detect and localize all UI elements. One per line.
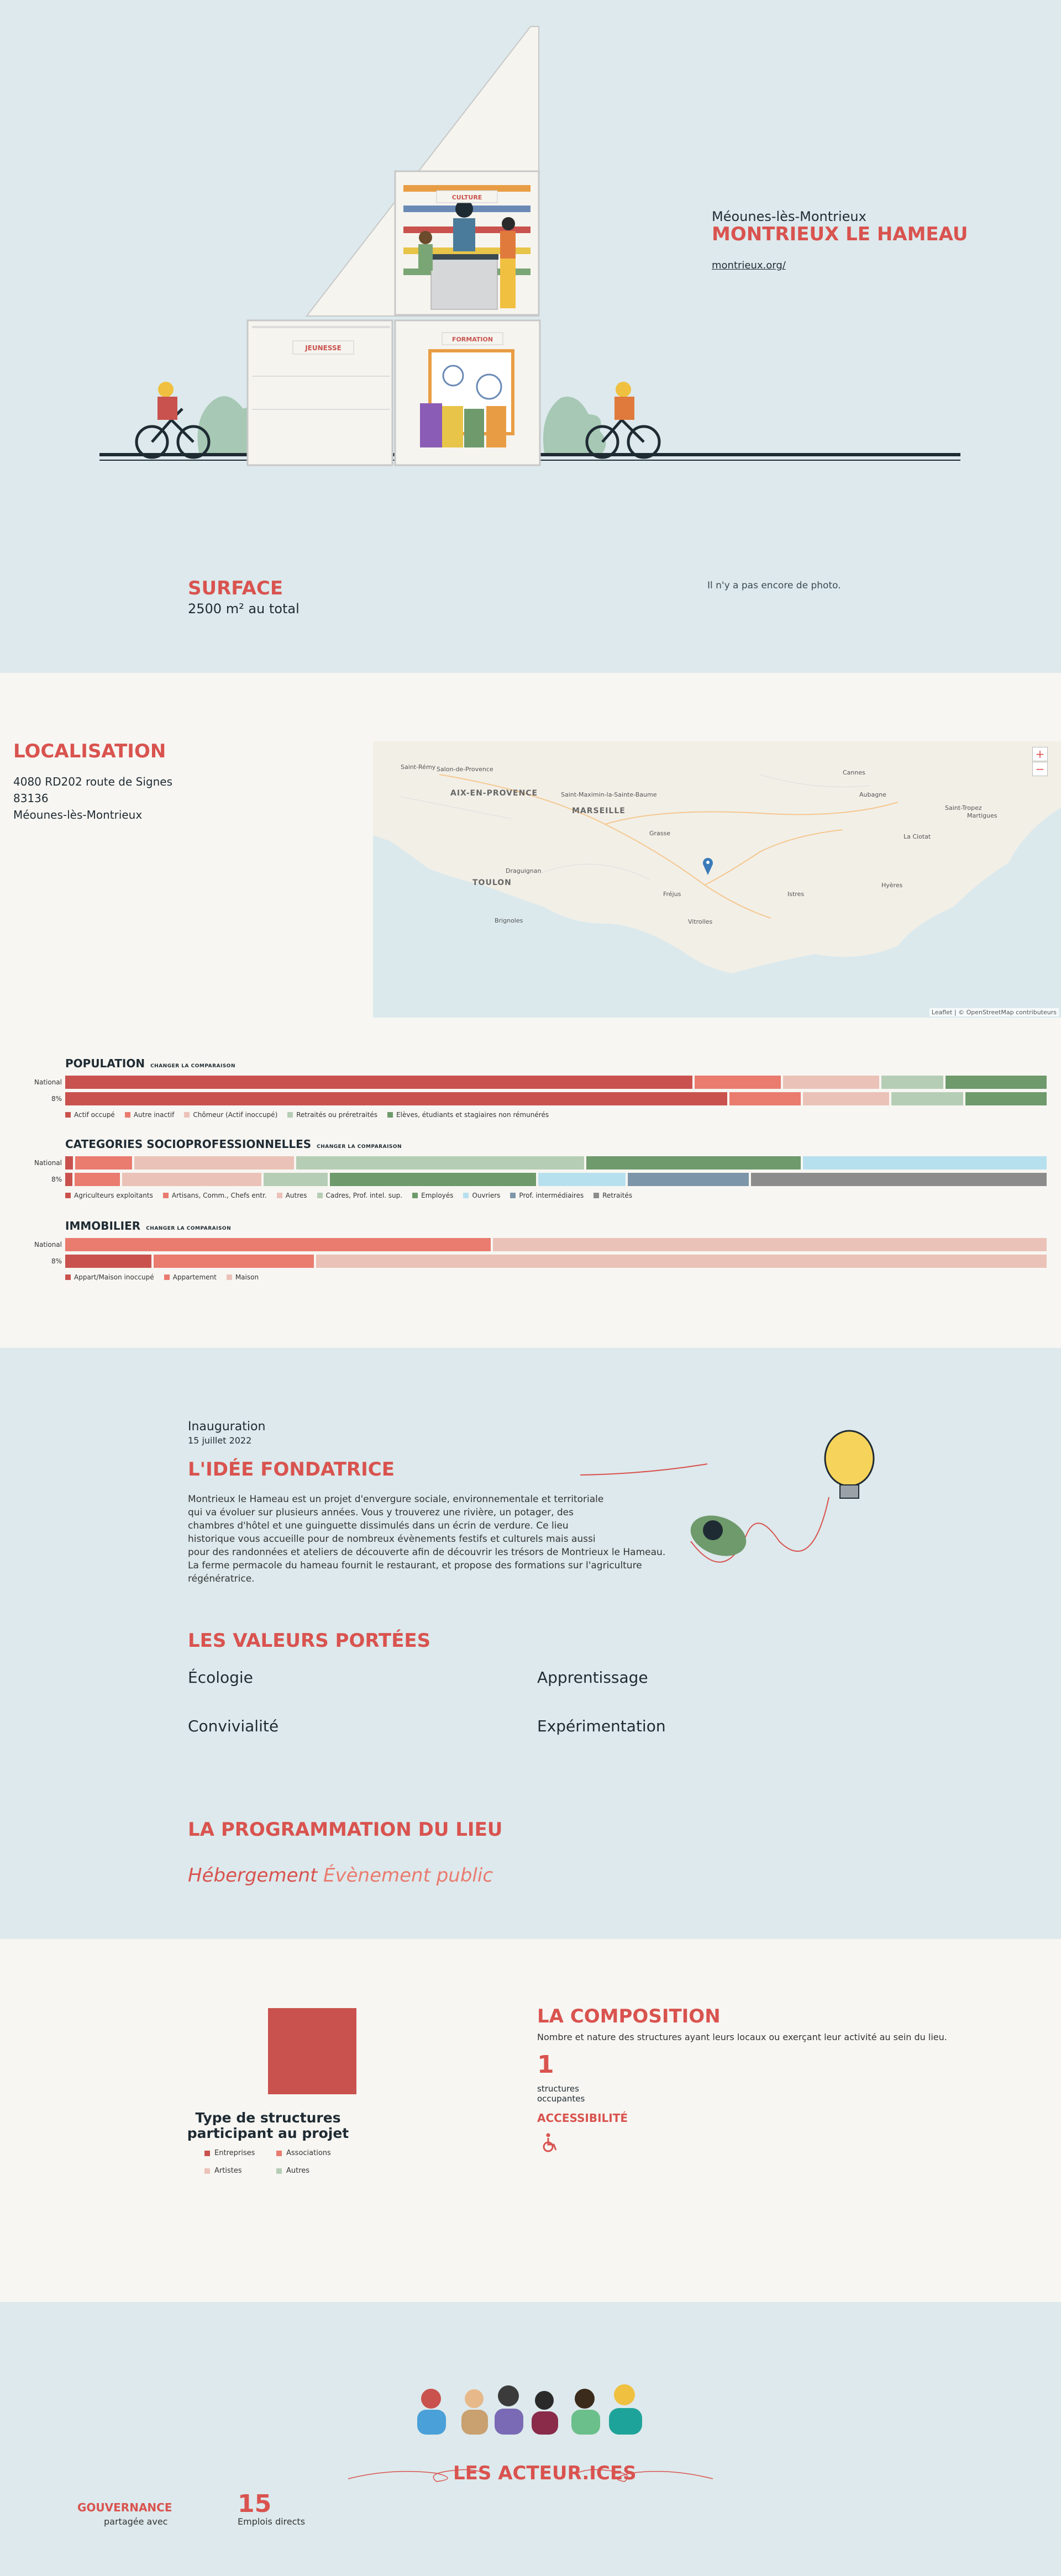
bar-segment (65, 1255, 151, 1268)
legend-item (65, 1111, 115, 1119)
bar-segment (122, 1173, 262, 1186)
map-place-label: AIX-EN-PROVENCE (450, 789, 538, 798)
map-place-label: Saint-Maximin-la-Sainte-Baume (561, 791, 657, 798)
emplois-label: Emplois directs (238, 2516, 306, 2527)
hameau-illustration (0, 0, 1061, 497)
bar-segment (729, 1092, 801, 1105)
address-block (13, 773, 172, 823)
legend-label: Retraités ou préretraités (296, 1111, 378, 1119)
legend-item (287, 1111, 377, 1119)
valeur-ecologie: Écologie (188, 1668, 253, 1687)
stat-title-text: CATEGORIES SOCIOPROFESSIONNELLES (65, 1137, 312, 1151)
map-place-label: Saint-Tropez (945, 804, 982, 812)
map-place-label: Salon-de-Provence (437, 766, 493, 773)
legend-autres: Autres (276, 2167, 309, 2175)
change-comparison-link[interactable]: CHANGER LA COMPARAISON (146, 1226, 232, 1231)
legend-label: Employés (421, 1192, 454, 1199)
map-place-label: Martigues (967, 812, 997, 819)
bar-segment (891, 1092, 963, 1105)
bar-segment (65, 1092, 727, 1105)
idee-title: L'IDÉE FONDATRICE (188, 1458, 395, 1481)
bar-segment (628, 1173, 749, 1186)
legend-label: Chômeur (Actif inoccupé) (193, 1111, 278, 1119)
bar-segment (65, 1238, 491, 1251)
stat-legend (65, 1273, 259, 1281)
bar-segment (586, 1156, 801, 1170)
map-place-label: Hyères (881, 882, 903, 889)
map-place-label: Grasse (649, 830, 671, 837)
legend-label: Artisans, Comm., Chefs entr. (171, 1192, 267, 1199)
bar-segment (134, 1156, 295, 1170)
legend-label: Appart/Maison inoccupé (74, 1273, 154, 1281)
panel-jeunesse: JEUNESSE (305, 344, 342, 352)
address-line: 83136 (13, 792, 49, 805)
structures-count: 1 (537, 2051, 554, 2079)
legend-item (65, 1192, 153, 1199)
legend-label: Prof. intermédiaires (519, 1192, 584, 1199)
stat-title (65, 1219, 231, 1232)
website-link[interactable]: montrieux.org/ (712, 260, 786, 271)
address-line: Méounes-lès-Montrieux (13, 808, 143, 821)
composition-title: LA COMPOSITION (537, 2005, 721, 2027)
legend-item (463, 1192, 500, 1199)
idee-section (0, 1348, 1061, 1939)
no-photo-message: Il n'y a pas encore de photo. (707, 580, 841, 591)
bar-segment (65, 1173, 72, 1186)
legend-item (510, 1192, 584, 1199)
valeur-experimentation: Expérimentation (537, 1717, 666, 1735)
bar-segment (803, 1156, 1047, 1170)
structures-label: occupantes (537, 2094, 585, 2104)
localisation-section (0, 673, 1061, 1348)
legend-label: Elèves, étudiants et stagiaires non rémunérés (396, 1111, 549, 1119)
legend-item (277, 1192, 307, 1199)
idee-paragraph: Montrieux le Hameau est un projet d'envergure sociale, environnementale et territoriale qui va évoluer sur plusieurs années. Vous y trouverez une rivière, un potager, des chambres d'hôtel et une guinguette dissimulés dans un écrin de verdure. Ce lieu historique vous accueille pour de nombreux évènements festifs et culturels mais aussi pour des randonnées et ateliers de découverte afin de découvrir les trésors de Montrieux le Hameau. La ferme permacole du hameau fournit le restaurant, et propose des formations sur l'agriculture régénératrice. (188, 1494, 666, 1584)
valeur-apprentissage: Apprentissage (537, 1668, 648, 1687)
map-place-label: Fréjus (663, 891, 681, 898)
event-date: 15 juillet 2022 (188, 1435, 252, 1446)
legend-item (184, 1111, 277, 1119)
wheelchair-icon (540, 2132, 560, 2152)
legend-item (163, 1192, 267, 1199)
bar-segment (965, 1092, 1047, 1105)
hero-commune: Méounes-lès-Montrieux (712, 209, 866, 224)
legend-label: Ouvriers (472, 1192, 501, 1199)
acteurs-section (0, 2302, 1061, 2576)
localisation-title: LOCALISATION (13, 740, 166, 762)
legend-item (125, 1111, 175, 1119)
row-label-local: 8% (51, 1257, 62, 1265)
bar-segment (695, 1076, 781, 1089)
valeurs-title: LES VALEURS PORTÉES (188, 1630, 431, 1652)
legend-entreprises: Entreprises (204, 2149, 255, 2157)
stat-legend (65, 1192, 632, 1199)
legend-item (65, 1273, 154, 1281)
legend-item (227, 1273, 259, 1281)
bar-segment (803, 1092, 889, 1105)
bar-segment (65, 1076, 692, 1089)
legend-label: Autre inactif (133, 1111, 175, 1119)
row-label-national: National (34, 1078, 62, 1086)
bar-segment (296, 1156, 584, 1170)
gouvernance-sub: partagée avec (104, 2516, 168, 2527)
legend-item (593, 1192, 632, 1199)
structures-chart (268, 2008, 356, 2094)
map-place-label: Draguignan (506, 867, 542, 875)
stat-title-text: IMMOBILIER (65, 1219, 141, 1232)
stat-title (65, 1137, 402, 1151)
chart-caption: Type de structures participant au projet (187, 2110, 349, 2141)
legend-label: Retraités (602, 1192, 633, 1199)
legend-item (317, 1192, 403, 1199)
legend-item (412, 1192, 453, 1199)
map-place-label: MARSEILLE (572, 807, 626, 815)
map-place-label: Istres (787, 891, 805, 898)
row-label-national: National (34, 1241, 62, 1249)
legend-artistes: Artistes (204, 2167, 242, 2175)
composition-desc: Nombre et nature des structures ayant leurs locaux ou exerçant leur activité au sein du lieu. (537, 2032, 947, 2042)
change-comparison-link[interactable]: CHANGER LA COMPARAISON (317, 1144, 402, 1150)
change-comparison-link[interactable]: CHANGER LA COMPARAISON (150, 1063, 235, 1069)
map-place-label: Saint-Rémy (401, 763, 436, 771)
bar-segment (154, 1255, 314, 1268)
bar-segment (264, 1173, 328, 1186)
bar-segment (783, 1076, 879, 1089)
event-label: Inauguration (188, 1420, 266, 1434)
map-place-label: Vitrolles (688, 918, 713, 925)
legend-label: Maison (235, 1273, 259, 1281)
legend-associations: Associations (276, 2149, 331, 2157)
valeur-convivialite: Convivialité (188, 1717, 279, 1735)
bar-segment (751, 1173, 1047, 1186)
bar-segment (946, 1076, 1047, 1089)
accessibilite-title: ACCESSIBILITÉ (537, 2111, 628, 2125)
bar-segment (65, 1156, 73, 1170)
address-line: 4080 RD202 route de Signes (13, 775, 172, 788)
programmation-title: LA PROGRAMMATION DU LIEU (188, 1819, 503, 1841)
legend-label: Appartement (172, 1273, 217, 1281)
composition-section (0, 1939, 1061, 2302)
bar-segment (316, 1255, 1047, 1268)
surface-value: 2500 m² au total (188, 601, 300, 617)
map-attribution[interactable]: Leaflet | © OpenStreetMap contributeurs (929, 1008, 1059, 1016)
structures-label: structures (537, 2084, 579, 2094)
gouvernance-title: GOUVERNANCE (77, 2501, 172, 2514)
legend-label: Cadres, Prof. intel. sup. (325, 1192, 403, 1199)
zoom-in-button[interactable]: + (1032, 747, 1048, 761)
stat-title-text: POPULATION (65, 1057, 145, 1070)
hero-title: MONTRIEUX LE HAMEAU (712, 223, 968, 245)
map-place-label: TOULON (472, 878, 512, 887)
legend-label: Autres (285, 1192, 307, 1199)
zoom-out-button[interactable]: − (1032, 762, 1048, 776)
legend-item (387, 1111, 549, 1119)
prog-evenement: Évènement public (323, 1864, 493, 1887)
bar-segment (493, 1238, 1047, 1251)
panel-culture: CULTURE (451, 194, 482, 201)
legend-item (164, 1273, 217, 1281)
idea-illustration (580, 1409, 890, 1585)
panel-formation: FORMATION (451, 336, 493, 343)
prog-hebergement: Hébergement (188, 1864, 318, 1887)
bar-segment (75, 1173, 120, 1186)
map[interactable] (373, 741, 1061, 1018)
map-place-label: Aubagne (859, 791, 886, 798)
bar-segment (881, 1076, 943, 1089)
legend-label: Agriculteurs exploitants (74, 1192, 153, 1199)
bar-segment (538, 1173, 626, 1186)
bar-segment (330, 1173, 536, 1186)
acteurs-title: LES ACTEUR.ICES (453, 2462, 637, 2484)
stat-legend (65, 1111, 549, 1119)
bar-segment (75, 1156, 132, 1170)
row-label-local: 8% (51, 1176, 62, 1183)
map-place-label: La Ciotat (904, 833, 931, 840)
row-label-local: 8% (51, 1095, 62, 1103)
map-place-label: Brignoles (495, 917, 523, 924)
stat-title (65, 1057, 235, 1070)
map-place-label: Cannes (843, 769, 865, 776)
emplois-count: 15 (238, 2490, 272, 2518)
hero-section (0, 0, 1061, 673)
legend-label: Actif occupé (74, 1111, 115, 1119)
surface-title: SURFACE (188, 577, 283, 599)
row-label-national: National (34, 1159, 62, 1167)
people-illustration (409, 2374, 658, 2435)
